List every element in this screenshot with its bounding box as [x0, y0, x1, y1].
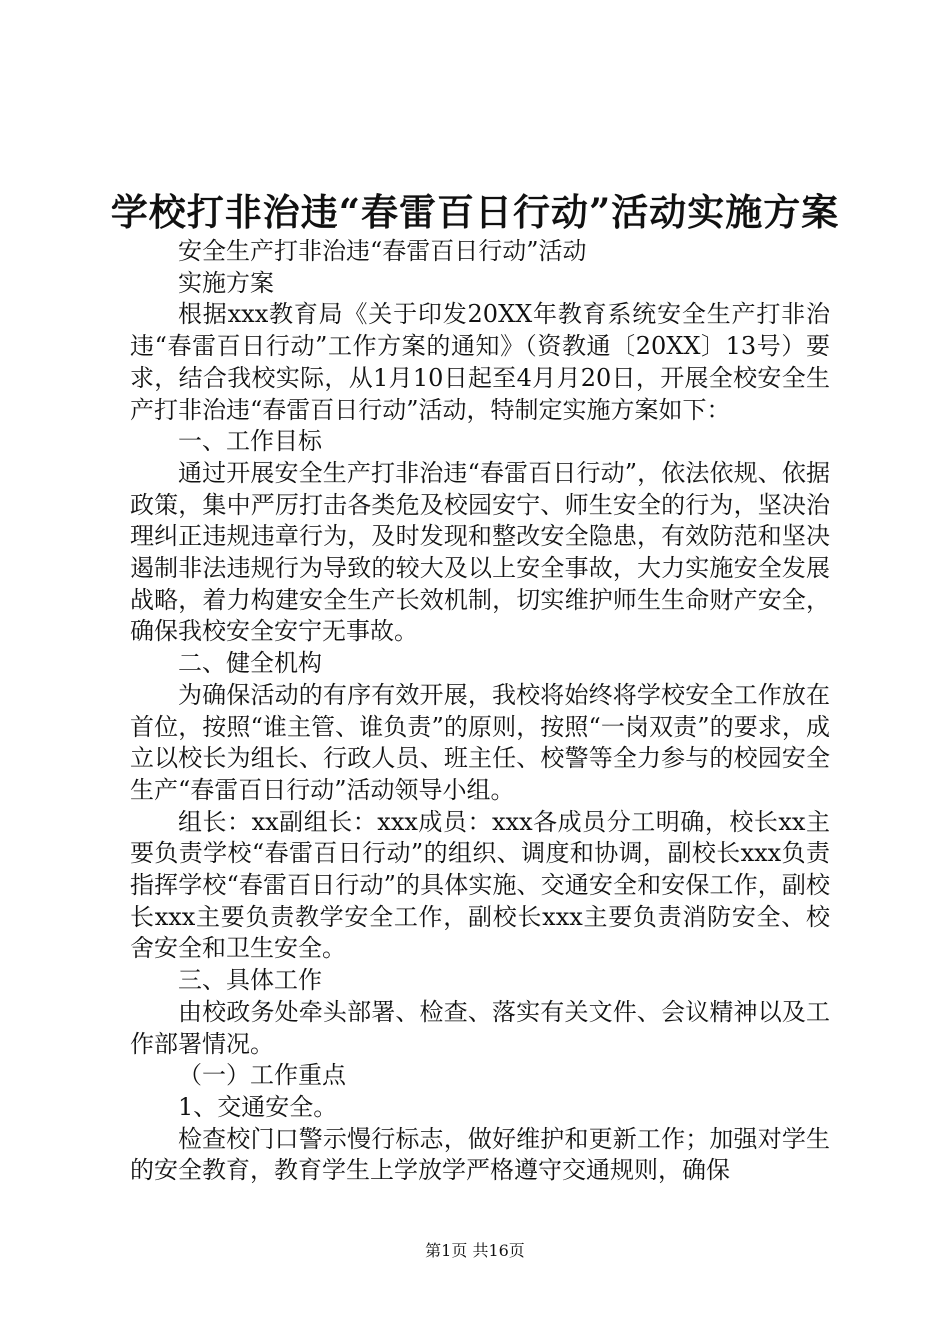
- section-heading: 三、具体工作: [178, 966, 322, 995]
- paragraph: 安全生产打非治违“春雷百日行动”活动: [178, 237, 587, 265]
- page-footer: 第1页 共16页: [425, 1241, 525, 1260]
- paragraph: 组长：xx副组长：xxx成员：xxx各成员分工明确，校长xx主要负责学校“春雷百日行动”的组织、调度和协调，副校长xxx负责指挥学校“春雷百日行动”的具体实施、交通安全和安保工作，副校长xxx主要负责教学安全工作，副校长xxx主要负责消防安全、校舍安全和卫生安全。: [130, 807, 830, 963]
- list-item-heading: 1、交通安全。: [178, 1092, 338, 1121]
- paragraph: 根据xxx教育局《关于印发20XX年教育系统安全生产打非治违“春雷百日行动”工作方案的通知》（资教通〔20XX〕13号）要求，结合我校实际，从1月10日起至4月月20日，开展全校安全生产打非治违“春雷百日行动”活动，特制定实施方案如下：: [130, 300, 830, 424]
- paragraph: 检查校门口警示慢行标志，做好维护和更新工作；加强对学生的安全教育，教育学生上学放学严格遵守交通规则，确保: [130, 1124, 830, 1185]
- paragraph: 实施方案: [178, 268, 274, 297]
- paragraph: 为确保活动的有序有效开展，我校将始终将学校安全工作放在首位，按照“谁主管、谁负责”的原则，按照“一岗双责”的要求，成立以校长为组长、行政人员、班主任、校警等全力参与的校园安全生产“春雷百日行动”活动领导小组。: [130, 680, 830, 804]
- section-heading: 一、工作目标: [178, 427, 322, 456]
- subsection-heading: （一）工作重点: [178, 1061, 346, 1090]
- paragraph: 通过开展安全生产打非治违“春雷百日行动”，依法依规、依据政策，集中严厉打击各类危及校园安宁、师生安全的行为，坚决治理纠正违规违章行为，及时发现和整改安全隐患，有效防范和坚决遏制非法违规行为导致的较大及以上安全事故，大力实施安全发展战略，着力构建安全生产长效机制，切实维护师生生命财产安全，确保我校安全安宁无事故。: [130, 458, 830, 646]
- document-body: [130, 236, 830, 1187]
- document-title: 学校打非治违“春雷百日行动”活动实施方案: [110, 190, 840, 234]
- paragraph: 由校政务处牵头部署、检查、落实有关文件、会议精神以及工作部署情况。: [130, 997, 830, 1058]
- section-heading: 二、健全机构: [178, 649, 322, 678]
